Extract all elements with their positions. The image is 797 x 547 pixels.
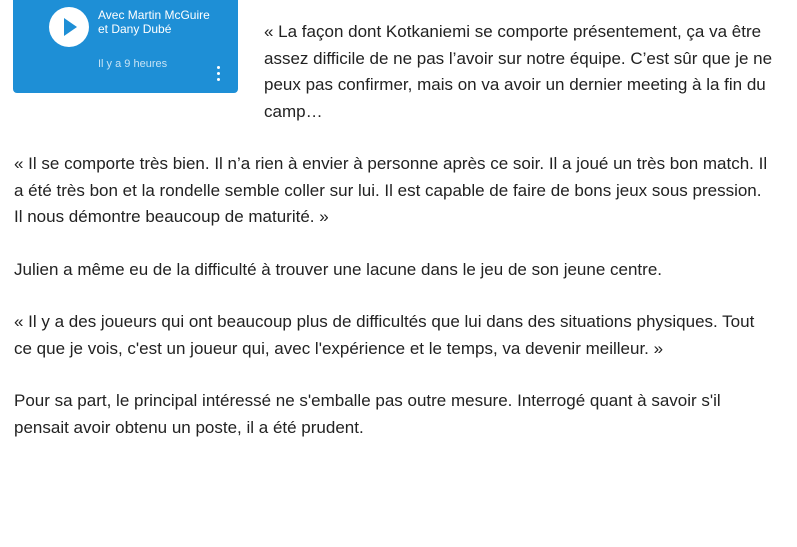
article-paragraph: Julien a même eu de la difficulté à trouver une lacune dans le jeu de son jeune centre. bbox=[14, 259, 662, 279]
article-paragraph: Pour sa part, le principal intéressé ne s'emballe pas outre mesure. Interrogé quant à savoir s'il pensait avoir obtenu un poste, il a été prudent. bbox=[14, 391, 721, 437]
article-paragraph: « La façon dont Kotkaniemi se comporte présentement, ça va être assez difficile de ne pas l’avoir sur notre équipe. C’est sûr que je ne peux pas confirmer, mais on va avoir un dernier meeting à la fin du camp… bbox=[264, 22, 773, 121]
audio-timestamp: Il y a 9 heures bbox=[98, 58, 168, 70]
article-body bbox=[14, 19, 774, 467]
audio-title[interactable]: Avec Martin McGuire et Dany Dubé bbox=[98, 8, 210, 36]
article-paragraph: « Il se comporte très bien. Il n’a rien à envier à personne après ce soir. Il a joué un très bon match. Il a été très bon et la rondelle semble coller sur lui. Il est capable de faire de bons jeux sous pression. Il nous démontre beaucoup de maturité. » bbox=[14, 154, 768, 226]
article-paragraph: « Il y a des joueurs qui ont beaucoup plus de difficultés que lui dans des situations physiques. Tout ce que je vois, c'est un joueur qui, avec l'expérience et le temps, va devenir meilleur. » bbox=[14, 312, 755, 358]
